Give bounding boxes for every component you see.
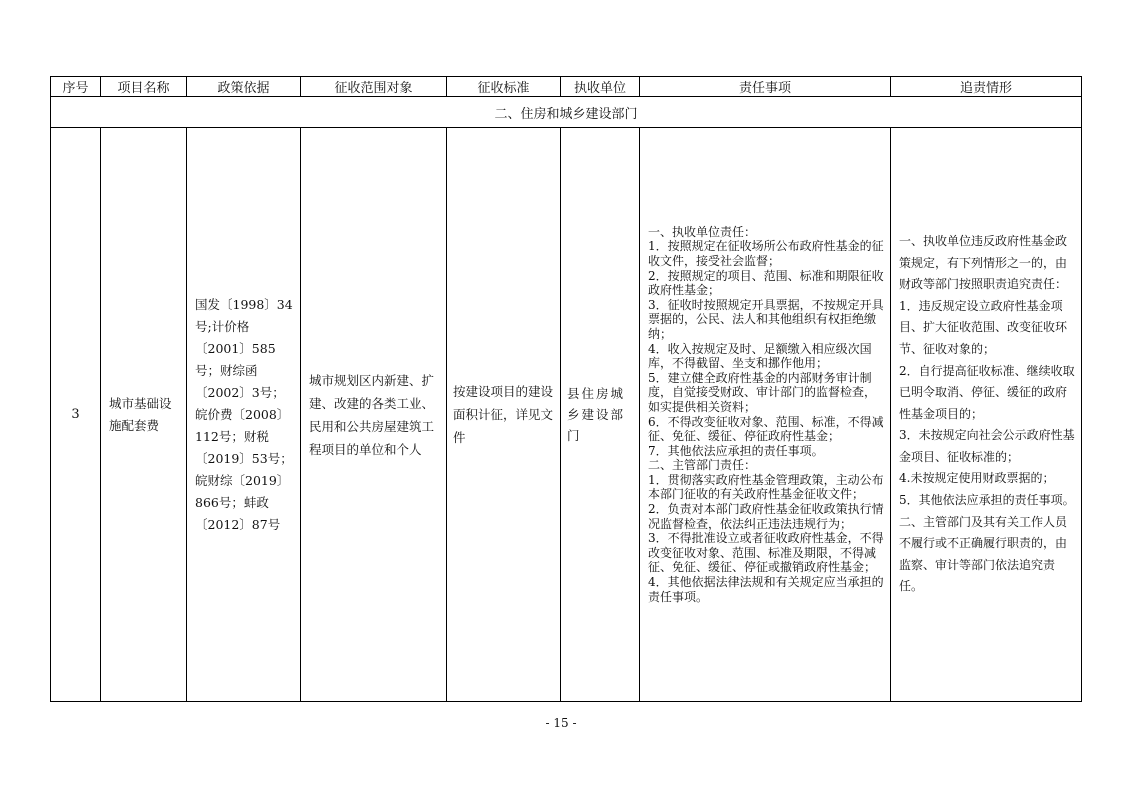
row-seq: 3 [51, 128, 101, 702]
header-unit: 执收单位 [561, 77, 640, 97]
resp-line: 二、主管部门责任： [648, 458, 757, 473]
section-title: 二、住房和城乡建设部门 [51, 97, 1082, 128]
row-project-name: 城市基础设施配套费 [101, 128, 187, 702]
acc-line: 3．未按规定向社会公示政府性基金项目、征收标准的； [899, 428, 1075, 464]
resp-line: 3．征收时按照规定开具票据，不按规定开具票据的，公民、法人和其他组织有权拒绝缴纳； [648, 297, 884, 341]
header-seq: 序号 [51, 77, 101, 97]
resp-line: 5．建立健全政府性基金的内部财务审计制度，自觉接受财政、审计部门的监督检查，如实提供相关资料； [648, 370, 877, 414]
page-number: - 15 - [545, 716, 577, 730]
resp-line: 1．贯彻落实政府性基金管理政策，主动公布本部门征收的有关政府性基金征收文件； [648, 472, 884, 502]
resp-line: 一、执收单位责任： [648, 224, 757, 239]
resp-line: 4．收入按规定及时、足额缴入相应级次国库，不得截留、坐支和挪作他用； [648, 341, 872, 371]
acc-line: 5．其他依法应承担的责任事项。 [899, 493, 1075, 508]
row-accountability [891, 128, 1082, 702]
resp-line: 7．其他依法应承担的责任事项。 [648, 443, 824, 458]
acc-line: 一、执收单位违反政府性基金政策规定，有下列情形之一的，由财政等部门按照职责追究责任： [899, 233, 1068, 292]
acc-line: 2．自行提高征收标准、继续收取已明令取消、停征、缓征的政府性基金项目的； [899, 363, 1075, 421]
row-policy-basis: 国发〔1998〕34号;计价格〔2001〕585号；财综函〔2002〕3号；皖价费〔2008〕112号；财税〔2019〕53号；皖财综〔2019〕866号；蚌政〔2012〕87号 [187, 128, 301, 702]
resp-line: 2．按照规定的项目、范围、标准和期限征收政府性基金； [648, 268, 884, 298]
acc-line: 1．违反规定设立政府性基金项目、扩大征收范围、改变征收环节、征收对象的； [899, 298, 1068, 356]
row-unit: 县住房城乡建设部门 [561, 128, 640, 702]
header-accountability: 追责情形 [891, 77, 1082, 97]
acc-line: 4.未按规定使用财政票据的； [899, 471, 1055, 486]
header-project-name: 项目名称 [101, 77, 187, 97]
resp-line: 4．其他依据法律法规和有关规定应当承担的责任事项。 [648, 575, 884, 604]
header-standard: 征收标准 [447, 77, 561, 97]
fund-table [50, 76, 1082, 702]
header-responsibilities: 责任事项 [640, 77, 891, 97]
row-responsibilities [640, 128, 891, 702]
resp-line: 1．按照规定在征收场所公布政府性基金的征收文件，接受社会监督； [648, 239, 884, 268]
row-standard: 按建设项目的建设面积计征，详见文件 [447, 128, 561, 702]
acc-line: 二、主管部门及其有关工作人员不履行或不正确履行职责的，由监察、审计等部门依法追究责任。 [899, 514, 1068, 594]
resp-line: 3．不得批准设立或者征收政府性基金，不得改变征收对象、范围、标准及期限，不得减征、免征、缓征、停征或撤销政府性基金； [648, 531, 884, 575]
row-scope: 城市规划区内新建、扩建、改建的各类工业、民用和公共房屋建筑工程项目的单位和个人 [301, 128, 447, 702]
resp-line: 6．不得改变征收对象、范围、标准，不得减征、免征、缓征、停征政府性基金； [648, 414, 884, 444]
table-row [51, 128, 1082, 702]
resp-line: 2．负责对本部门政府性基金征收政策执行情况监督检查，依法纠正违法违规行为； [648, 502, 884, 531]
header-policy-basis: 政策依据 [187, 77, 301, 97]
header-scope: 征收范围对象 [301, 77, 447, 97]
header-row [51, 77, 1082, 97]
